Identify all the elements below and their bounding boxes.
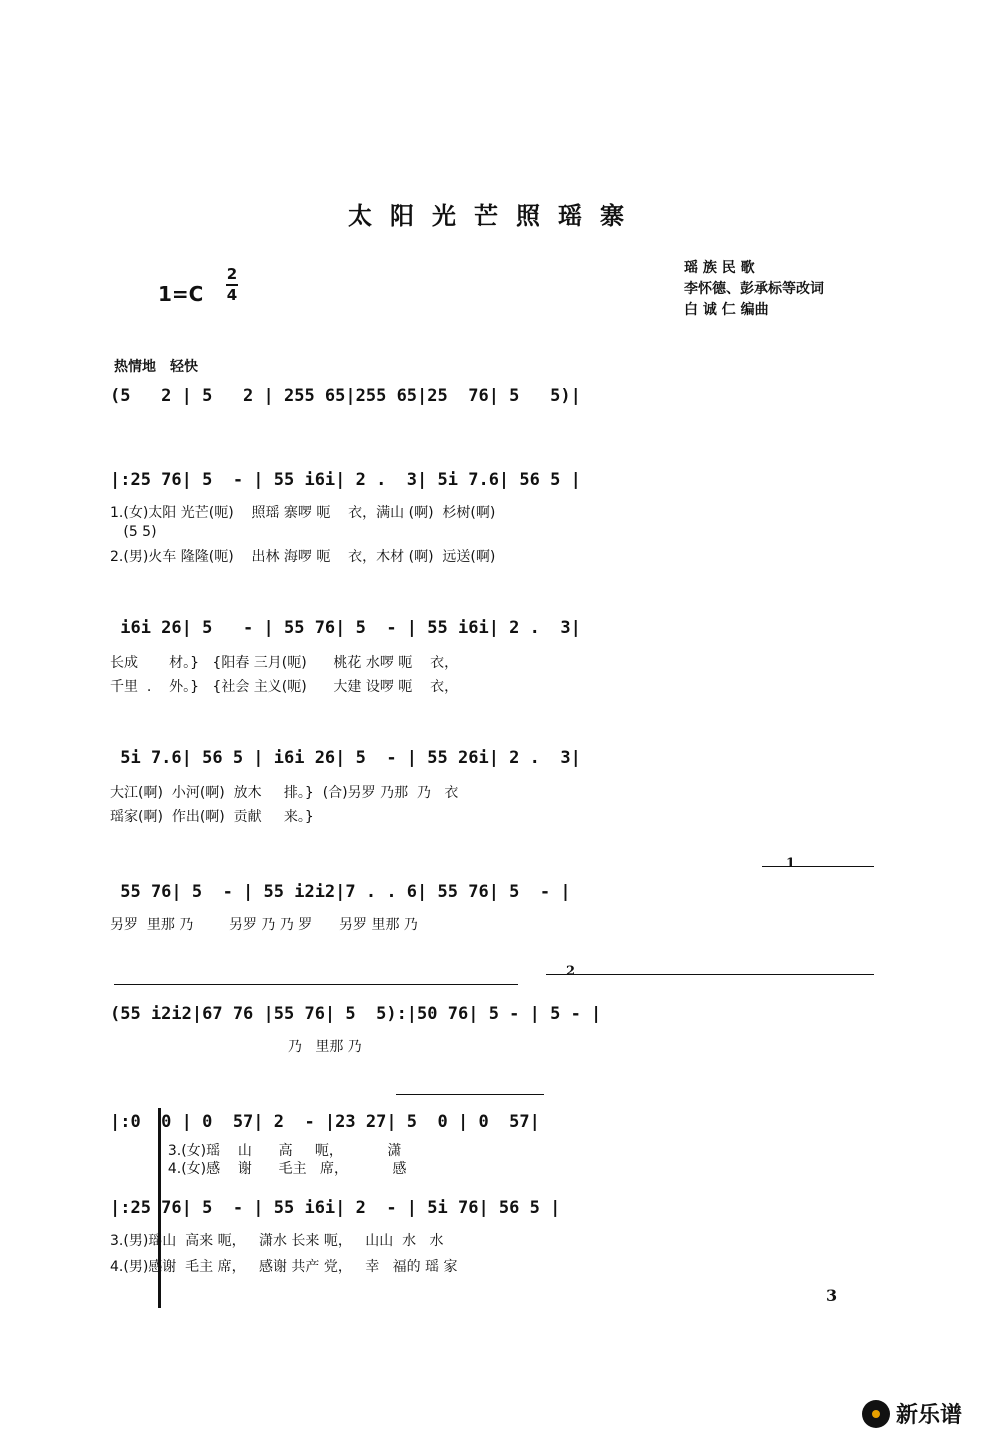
credit-line-arranger: 白 诚 仁 编曲: [684, 302, 769, 318]
key-signature: 1=C: [158, 282, 204, 306]
volta-1-continuation: [114, 984, 518, 985]
staff-line-4: 55 76| 5 - | 55 i2i2|7 . . 6| 55 76| 5 - |: [110, 882, 571, 902]
lyric-line-3a: 大江(啊) 小河(啊) 放木 排。} (合)另罗 乃那 乃 衣: [110, 785, 459, 801]
staff-line-6: |:0 0 | 0 57| 2 - |23 27| 5 0 | 0 57|: [110, 1112, 540, 1132]
lyric-line-4a: 另罗 里那 乃 另罗 乃 乃 罗 另罗 里那 乃: [110, 917, 418, 933]
credit-line-lyrics: 李怀德、彭承标等改词: [684, 281, 824, 297]
page-title: 太阳光芒照瑶寨: [348, 202, 642, 230]
lyric-line-6a: 3.(女)瑶 山 高 呃， 潇: [110, 1143, 402, 1159]
staff-line-2: i6i 26| 5 - | 55 76| 5 - | 55 i6i| 2 . 3|: [110, 618, 581, 638]
staff-line-0: (5 2 | 5 2 | 255 65|255 65|25 76| 5 5)|: [110, 386, 581, 406]
lyric-line-5a: 乃 里那 乃: [110, 1039, 362, 1055]
lyric-line-7b: 4.(男)感谢 毛主 席， 感谢 共产 党， 幸 福的 瑶 家: [110, 1259, 458, 1275]
staff-line-3: 5i 7.6| 56 5 | i6i 26| 5 - | 55 26i| 2 . 3|: [110, 748, 581, 768]
staff-line-5: (55 i2i2|67 76 |55 76| 5 5):|50 76| 5 - | 5 - |: [110, 1004, 602, 1024]
time-signature: [226, 266, 238, 304]
volta-1-label: 1: [786, 856, 796, 871]
meter-top: 2: [226, 265, 238, 283]
credits: [684, 258, 824, 321]
lyric-line-3b: 瑶家(啊) 作出(啊) 贡献 来。}: [110, 809, 314, 825]
logo-text: 新乐谱: [896, 1403, 963, 1428]
site-logo: [862, 1398, 962, 1429]
lyric-line-7a: 3.(男)瑶山 高来 呃， 潇水 长来 呃， 山山 水 水: [110, 1233, 444, 1249]
credit-line-origin: 瑶 族 民 歌: [684, 260, 755, 276]
music-disc-icon: [862, 1400, 890, 1428]
lyric-line-1a: 1.(女)太阳 光芒(呃) 照瑶 寨啰 呃 衣，满山 (啊) 杉树(啊): [110, 505, 496, 521]
volta-1-bracket: [762, 866, 874, 867]
lyric-line-1b: (5 5): [110, 524, 157, 540]
lyric-line-2b: 千里 . 外。} {社会 主义(呃) 大建 设啰 呃 衣，: [110, 679, 459, 695]
staff-line-7: |:25 76| 5 - | 55 i6i| 2 - | 5i 76| 56 5 |: [110, 1198, 561, 1218]
lyric-line-1c: 2.(男)火车 隆隆(呃) 出林 海啰 呃 衣，木材 (啊) 远送(啊): [110, 549, 496, 565]
tempo-marking: 热情地 轻快: [114, 359, 198, 375]
volta-2-label: 2: [566, 964, 576, 979]
slur-6: [396, 1094, 544, 1095]
staff-line-1: |:25 76| 5 - | 55 i6i| 2 . 3| 5i 7.6| 56 5 |: [110, 470, 581, 490]
volta-2-bracket: [546, 974, 874, 975]
lyric-line-6b: 4.(女)感 谢 毛主 席， 感: [110, 1161, 407, 1177]
page-number: 3: [826, 1286, 838, 1305]
lyric-line-2a: 长成 材。} {阳春 三月(呃) 桃花 水啰 呃 衣，: [110, 655, 459, 671]
meter-bottom: 4: [226, 286, 238, 304]
